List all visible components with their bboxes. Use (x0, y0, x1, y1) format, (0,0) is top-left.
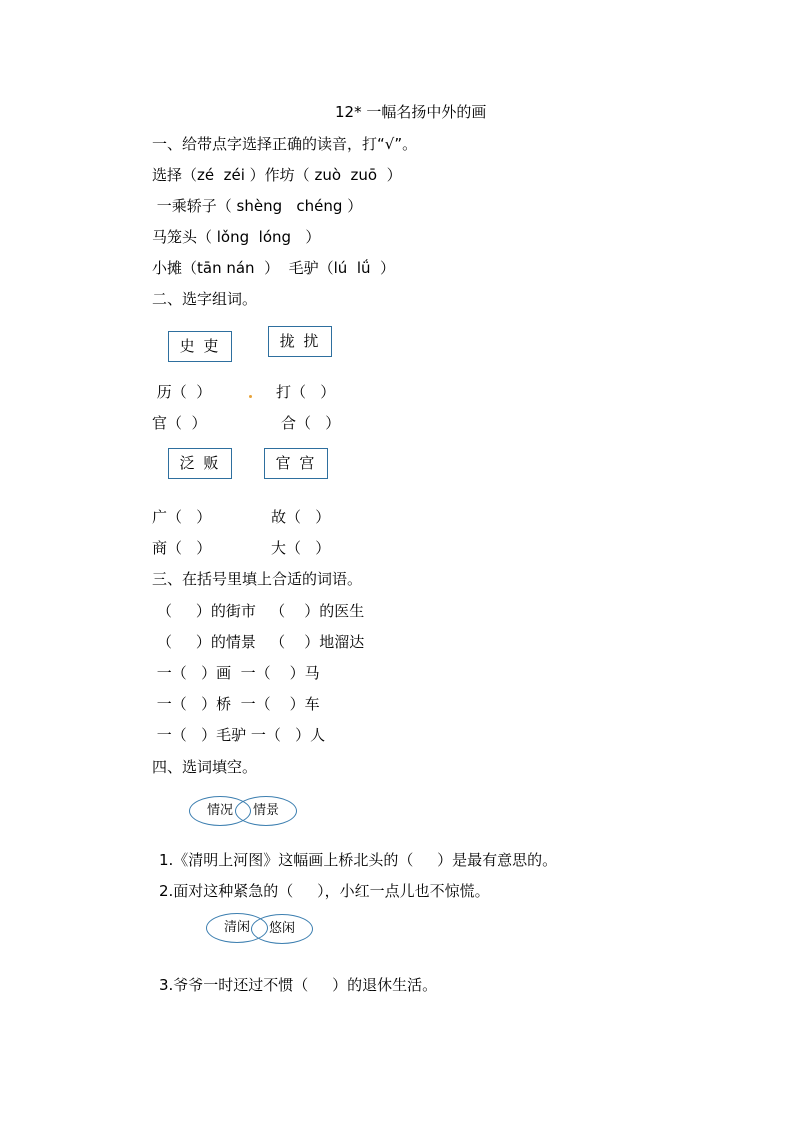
word-choice-label: 清闲 (223, 920, 250, 935)
char-choice-box-3: 泛 贩 (168, 448, 232, 479)
word-row-4-right: 大（ ） (271, 539, 331, 557)
pinyin-line-3: 马笼头（ lǒng lóng ） (152, 228, 321, 246)
word-row-2-right: 合（ ） (281, 414, 341, 432)
word-row-3-left: 广（ ） (152, 508, 212, 526)
word-choice-label: 情况 (206, 803, 233, 818)
char-choice-box-1: 史 吏 (168, 331, 232, 362)
word-row-3-right: 故（ ） (271, 508, 331, 526)
section2-heading: 二、选字组词。 (152, 290, 258, 308)
fill-line-2: （ ）的情景 （ ）地溜达 (157, 633, 365, 651)
word-choice-ellipse-2b (251, 914, 313, 944)
question-3: 3.爷爷一时还过不惯（ ）的退休生活。 (159, 976, 438, 994)
page-title: 12* 一幅名扬中外的画 (335, 103, 487, 121)
pinyin-line-4: 小摊（tān nán ） 毛驴（lú lǘ ） (152, 259, 396, 277)
fill-line-1: （ ）的街市 （ ）的医生 (157, 602, 365, 620)
word-row-1-left: 历（ ） (152, 383, 212, 401)
fill-line-3: 一（ ）画 一（ ）马 (152, 664, 320, 682)
word-choice-label: 情景 (252, 803, 279, 818)
question-1: 1.《清明上河图》这幅画上桥北头的（ ）是最有意思的。 (159, 851, 558, 869)
orange-mark (249, 395, 252, 398)
fill-line-5: 一（ ）毛驴 一（ ）人 (152, 726, 326, 744)
section3-heading: 三、在括号里填上合适的词语。 (152, 570, 363, 588)
pinyin-line-1: 选择（zé zéi ）作坊（ zuò zuō ） (152, 166, 402, 184)
char-choice-box-2: 拢 扰 (268, 326, 332, 357)
word-choice-ellipse-1b (235, 796, 297, 826)
word-row-4-left: 商（ ） (152, 539, 212, 557)
word-row-2-left: 官（ ） (152, 414, 207, 432)
fill-line-4: 一（ ）桥 一（ ）车 (152, 695, 320, 713)
section1-heading: 一、给带点字选择正确的读音，打“√”。 (152, 135, 418, 153)
pinyin-line-2: 一乘轿子（ shèng chéng ） (152, 197, 363, 215)
word-row-1-right: 打（ ） (276, 383, 336, 401)
section4-heading: 四、选词填空。 (152, 758, 258, 776)
question-2: 2.面对这种紧急的（ ），小红一点儿也不惊慌。 (159, 882, 490, 900)
word-choice-label: 悠闲 (268, 921, 295, 936)
char-choice-box-4: 官 宫 (264, 448, 328, 479)
